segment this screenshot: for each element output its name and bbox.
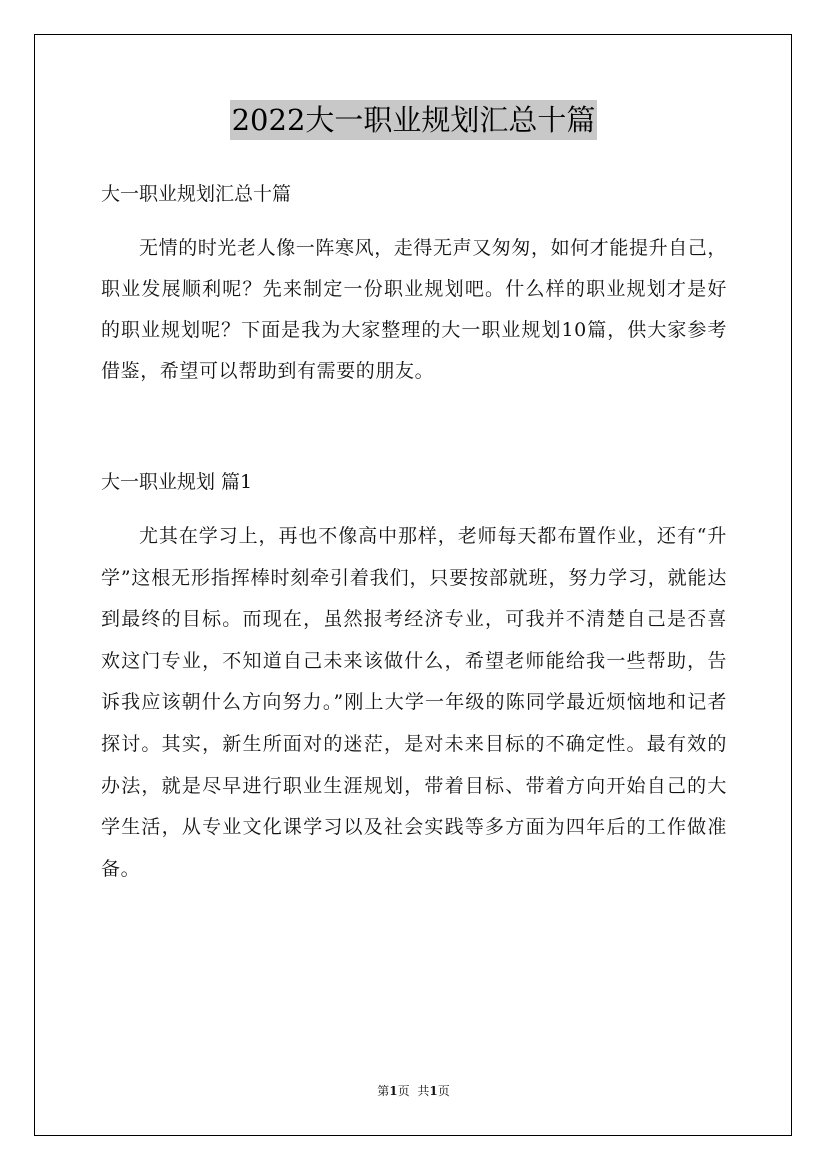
page-suffix: 页 [397,1084,410,1098]
document-body [101,174,727,890]
page-number: 1 [389,1084,398,1098]
title-wrap [0,100,827,140]
total-pages: 1 [429,1084,438,1098]
total-prefix: 共 [417,1084,430,1098]
section-paragraph: 尤其在学习上，再也不像高中那样，老师每天都布置作业，还有“升学”这根无形指挥棒时刻牵引着我们，只要按部就班，努力学习，就能达到最终的目标。而现在，虽然报考经济专业，可我并不清楚自己是否喜欢这门专业，不知道自己未来该做什么，希望老师能给我一些帮助，告诉我应该朝什么方向努力。”刚上大学一年级的陈同学最近烦恼地和记者探讨。其实，新生所面对的迷茫，是对未来目标的不确定性。最有效的办法，就是尽早进行职业生涯规划，带着目标、带着方向开始自己的大学生活，从专业文化课学习以及社会实践等多方面为四年后的工作做准备。 [101,525,727,880]
page-prefix: 第 [377,1084,390,1098]
intro-paragraph: 无情的时光老人像一阵寒风，走得无声又匆匆，如何才能提升自己，职业发展顺利呢？先来制定一份职业规划吧。什么样的职业规划才是好的职业规划呢？下面是我为大家整理的大一职业规划10篇，供大家参考借鉴，希望可以帮助到有需要的朋友。 [101,237,728,382]
page-footer [0,1083,827,1099]
total-suffix: 页 [437,1084,450,1098]
document-title: 2022大一职业规划汇总十篇 [230,100,598,140]
section-heading: 大一职业规划 篇1 [101,471,253,493]
document-subtitle: 大一职业规划汇总十篇 [101,183,292,205]
